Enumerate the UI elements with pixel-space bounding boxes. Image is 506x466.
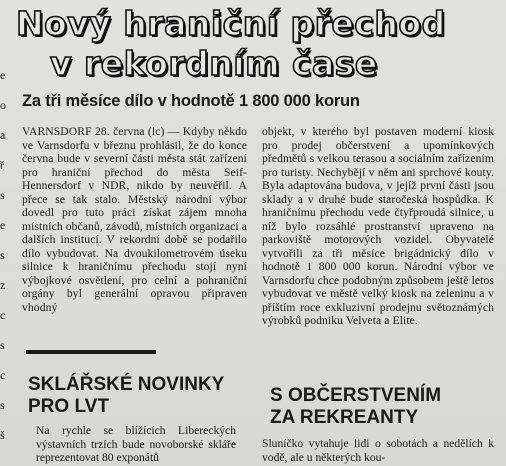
headline-line-2: v rekordním čase (50, 44, 378, 83)
section-a-body (36, 424, 236, 465)
section-b-text: Sluníčko vytahuje lidi o sobotách a nedělích k vodě, ale u některých kou- (262, 437, 494, 464)
headline (16, 4, 486, 84)
margin-char: s (0, 338, 5, 352)
section-a-title-line-2: PRO LVT (28, 396, 109, 417)
article-text-left: VARNSDORF 28. června (lc) — Kdyby někdo ve Varnsdorfu v březnu prohlásil, že do konce června bude v severní části města stát zařízení pro hraniční přechod do města Seif-Hennersdorf v NDR, nikdo by neuvěřil. A přece se tak stalo. Městský národní výbor dovedl pro tuto práci získat zájem mnoha místních občanů, závodů, místních organizací a dalších institucí. V rekordní době se podařilo dílo vybudovat. Na dvoukilometrovém úseku silnice k hraničnímu přechodu stojí nyní výbojkové osvětlení, pro celní a pohraniční orgány byl generální opravou připraven vhodný (22, 125, 247, 314)
margin-char: o (0, 98, 6, 112)
section-divider (26, 350, 156, 354)
subheadline: Za tři měsíce dílo v hodnotě 1 800 000 korun (22, 92, 360, 110)
section-b-title-line-1: S OBČERSTVENÍM (270, 385, 442, 406)
margin-char: c (0, 368, 6, 382)
headline-line-1: Nový hraniční přechod (16, 4, 446, 43)
article-text-right: objekt, v kterého byl postaven moderní kiosk pro prodej občerstvení a upomínkových předmětů s velkou terasou a sociálním zařízením pro turisty. Nechybějí v něm ani sprchové kouty. Byla adaptována budova, v jejíž první části jsou sklady a v druhé bude staročeská hospůdka. K hraničnímu přechodu vede čtyřproudá silnice, u níž bylo rozsáhlé prostranství upraveno na parkoviště motorových vozidel. Obyvatelé vytvořili za tři měsíce brigádnický dílo v hodnotě 1 800 000 korun. Národní výbor ve Varnsdorfu chce podobným způsobem ještě letos vybudovat ve městě velký kiosk na zeleninu a v příštím roce exkluzivní prodejnu světoznámých výrobků podniku Velveta a Elite. (262, 125, 494, 327)
section-a-title (28, 374, 238, 418)
margin-char: s (0, 248, 5, 262)
article-column-left (22, 125, 247, 314)
margin-char: ř (0, 158, 4, 172)
section-b-body (262, 437, 494, 464)
section-a-title-line-1: SKLÁŘSKÉ NOVINKY (28, 374, 225, 395)
margin-char: c (0, 308, 6, 322)
margin-char: š (0, 428, 5, 442)
margin-char: s (0, 188, 5, 202)
margin-char: e (0, 218, 6, 232)
margin-char: s (0, 398, 5, 412)
section-b-title (270, 385, 490, 429)
left-margin-fragments (0, 60, 12, 466)
section-b-title-line-2: ZA REKREANTY (270, 407, 419, 428)
margin-char: z (0, 278, 6, 292)
margin-char: a (0, 128, 6, 142)
margin-char: e (0, 68, 6, 82)
article-column-right (262, 125, 494, 328)
section-a-text: Na rychle se blížících Libereckých výstavních trzích bude novoborské skláře reprezentovat 80 exponátů (36, 424, 236, 464)
